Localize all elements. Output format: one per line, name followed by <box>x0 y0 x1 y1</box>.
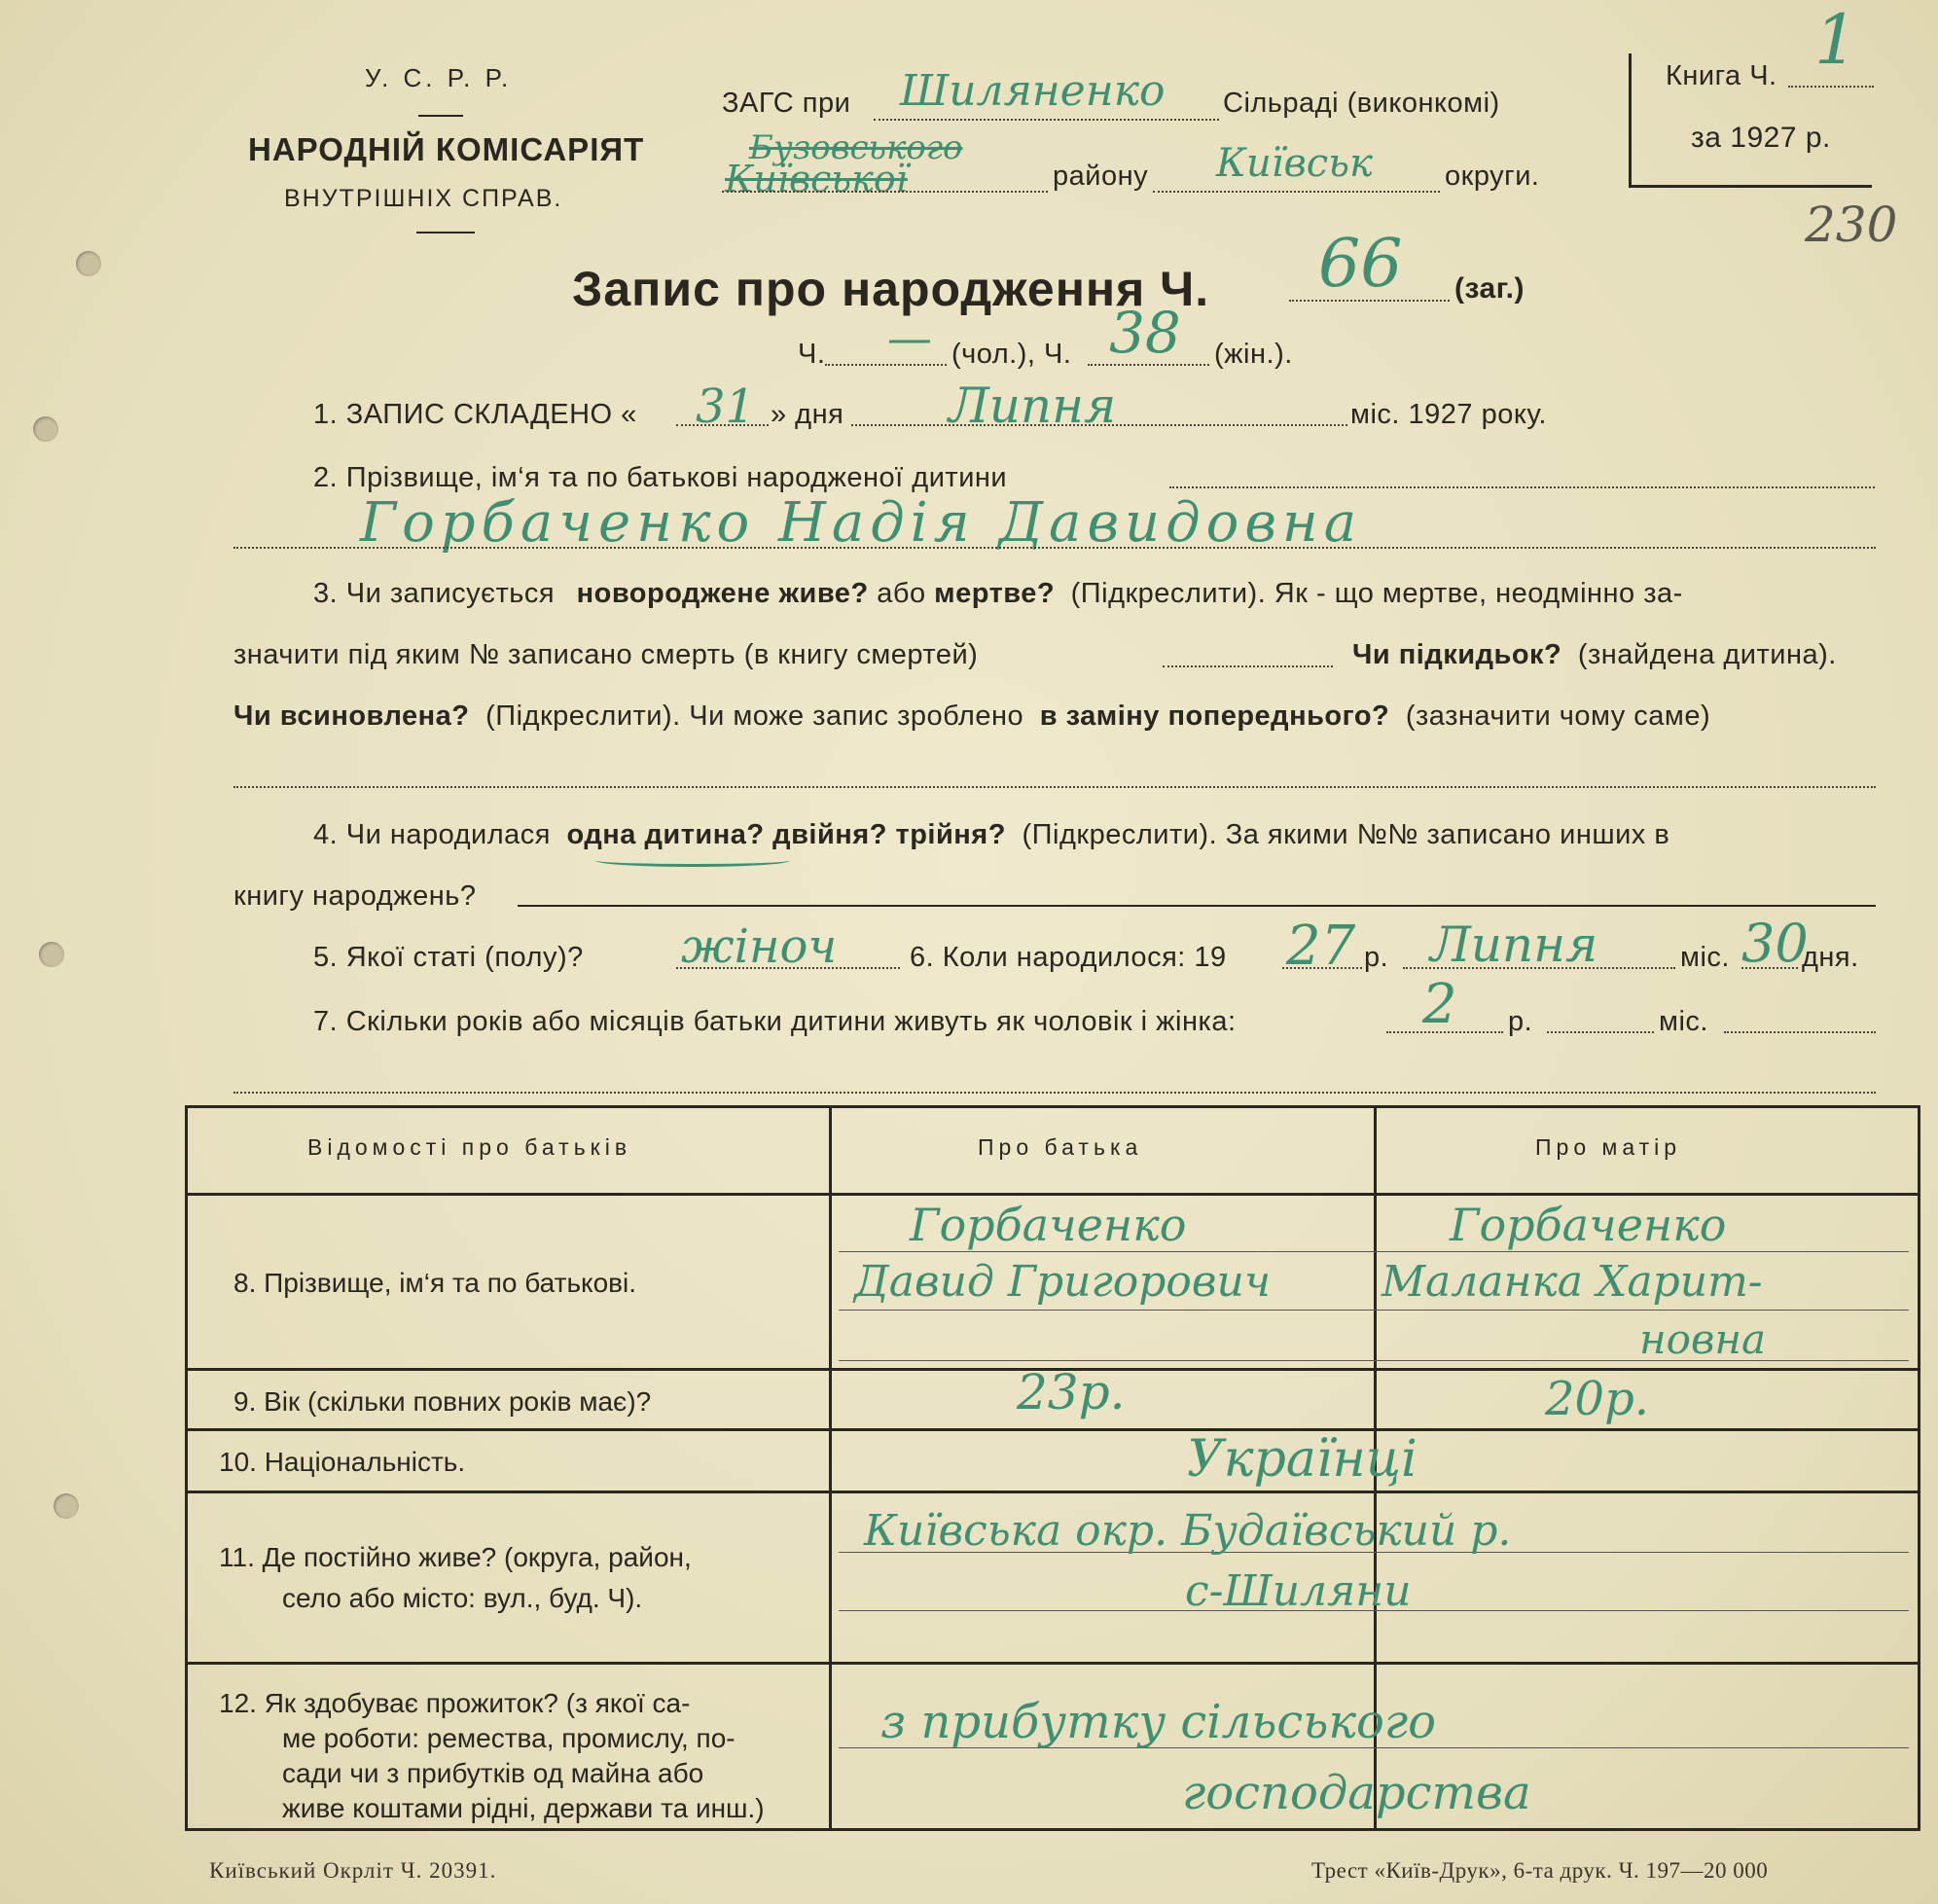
row8-father-handwritten-2: Давид Григорович <box>854 1257 1272 1307</box>
row11-handwritten-1: Київська окр. Будаївський р. <box>864 1506 1512 1556</box>
row11-label-2: село або місто: вул., буд. Ч). <box>282 1583 643 1613</box>
item4-multiplicity: одна дитина? двійня? трійня? <box>566 819 1006 850</box>
book-number-handwritten: 1 <box>1814 0 1858 80</box>
row10-label: 10. Національність. <box>219 1447 466 1477</box>
row12-label-2: ме роботи: ремества, промислу, по- <box>282 1723 736 1753</box>
male-dots <box>825 364 947 366</box>
item3-replacement: в заміну попереднього? <box>1039 701 1390 732</box>
item3-found-child: (знайдена дитина). <box>1577 639 1837 670</box>
row8-dots <box>839 1310 1909 1311</box>
item5-handwritten: жіноч <box>681 919 838 974</box>
item3-dead: мертве? <box>934 578 1056 609</box>
divider <box>416 232 475 234</box>
item7-end-dots <box>1724 1031 1876 1033</box>
sub-prefix: Ч. <box>798 339 826 370</box>
item1-label: 1. ЗАПИС СКЛАДЕНО « <box>313 399 637 430</box>
footer-right: Трест «Київ-Друк», 6-та друк. Ч. 197—20 000 <box>1311 1858 1769 1883</box>
item4-text-a: 4. Чи народилася <box>313 819 551 850</box>
item3-text-2a: значити під яким № записано смерть (в книгу смертей) <box>233 639 979 670</box>
item3-text-e: (Підкреслити). Як - що мертве, неодмінно за- <box>1070 578 1683 609</box>
district-crossed-handwritten: Бузовського <box>749 128 963 167</box>
punch-hole <box>33 416 58 442</box>
item1-month-handwritten: Липня <box>949 377 1117 434</box>
row8-father-handwritten-1: Горбаченко <box>910 1199 1187 1251</box>
item3-text-3b: (Підкреслити). Чи може запис зроблено <box>485 701 1024 732</box>
item6-label: 6. Коли народилося: 19 <box>910 942 1227 973</box>
record-title: Запис про народження Ч. <box>572 262 1210 316</box>
internal-affairs-label: ВНУТРІШНІХ СПРАВ. <box>284 185 563 212</box>
footer-left: Київський Окрліт Ч. 20391. <box>209 1858 497 1883</box>
item7-mis: міс. <box>1659 1006 1708 1037</box>
row12-label-4: живе коштами рідні, держави та инш.) <box>282 1793 765 1823</box>
table-row-divider <box>185 1662 1920 1665</box>
punch-hole <box>39 942 64 967</box>
okruha-label: округи. <box>1445 161 1540 192</box>
item2-dots-a <box>1169 486 1875 488</box>
row12-handwritten-2: господарства <box>1182 1766 1531 1820</box>
table-row-divider <box>185 1428 1920 1431</box>
row8-mother-handwritten-3: новна <box>1639 1315 1767 1363</box>
item3-foundling: Чи підкидьок? <box>1352 639 1562 670</box>
row8-dots <box>839 1251 1909 1252</box>
item3-text-3d: (зазначити чому саме) <box>1405 701 1711 732</box>
village-dots <box>874 119 1219 121</box>
item4-line <box>518 905 1876 907</box>
row9-label: 9. Вік (скільки повних років має)? <box>233 1386 652 1417</box>
item1-day-handwritten: 31 <box>696 379 756 434</box>
title-suffix: (заг.) <box>1454 272 1525 305</box>
item3-adopted: Чи всиновлена? <box>233 701 470 732</box>
item6-day-handwritten: 30 <box>1741 913 1809 974</box>
table-row-divider <box>185 1491 1920 1493</box>
district-label: району <box>1053 161 1149 192</box>
item6-month-handwritten: Липня <box>1430 916 1598 973</box>
item7-blank-dots <box>233 1092 1876 1094</box>
book-box-left <box>1629 54 1632 188</box>
zags-prefix: ЗАГС при <box>722 88 851 119</box>
punch-hole <box>54 1493 79 1519</box>
item4-line1 <box>313 819 1669 851</box>
table-header-mother: Про матір <box>1535 1134 1682 1160</box>
item3-line3 <box>233 701 1710 733</box>
punch-hole <box>76 251 101 276</box>
row12-label-1: 12. Як здобуває прожиток? (з якої са- <box>219 1688 691 1718</box>
book-dots <box>1788 86 1874 88</box>
male-count-handwritten: — <box>887 311 932 364</box>
row12-label-3: сади чи з прибутків од майна або <box>282 1758 704 1788</box>
table-col-divider-1 <box>829 1105 832 1831</box>
village-suffix: Сільраді (виконкомі) <box>1223 88 1500 119</box>
row8-label: 8. Прізвище, ім‘я та по батькові. <box>233 1268 637 1298</box>
female-count-handwritten: 38 <box>1109 300 1181 366</box>
okruha-handwritten: Київськ <box>1216 141 1373 186</box>
commissariat-label: НАРОДНІЙ КОМІСАРІЯТ <box>248 131 645 167</box>
district-dots <box>722 191 1048 193</box>
item6-year-handwritten: 27 <box>1286 915 1356 978</box>
book-label: Книга Ч. <box>1666 60 1777 91</box>
okruha-dots <box>1153 191 1440 193</box>
row8-mother-handwritten-1: Горбаченко <box>1450 1199 1727 1251</box>
table-row-divider <box>185 1193 1920 1196</box>
item6-dnia: дня. <box>1802 942 1859 973</box>
item4-underline-mark <box>595 854 790 867</box>
district-handwritten: Київської <box>725 158 908 200</box>
row11-label-1: 11. Де постійно живе? (округа, район, <box>219 1542 692 1572</box>
item6-r: р. <box>1364 942 1389 973</box>
item3-line2b <box>1352 639 1837 671</box>
item3-dots <box>233 786 1876 788</box>
item7-r: р. <box>1508 1006 1533 1037</box>
item3-or: або <box>877 578 926 609</box>
table-header-info: Відомості про батьків <box>307 1134 632 1160</box>
female-label: (жін.). <box>1214 339 1293 370</box>
item7-handwritten: 2 <box>1422 973 1457 1036</box>
item3-death-dots <box>1163 665 1333 667</box>
corner-number-handwritten: 230 <box>1805 197 1898 253</box>
row9-father-handwritten: 23р. <box>1017 1364 1126 1420</box>
item3-text-a: 3. Чи записується <box>313 578 556 609</box>
row12-handwritten-1: з прибутку сільського <box>880 1695 1437 1749</box>
item2-handwritten: Горбаченко Надія Давидовна <box>360 491 1363 555</box>
item3-line2 <box>233 639 978 671</box>
item7-label: 7. Скільки років або місяців батьки дитини живуть як чоловік і жінка: <box>313 1006 1237 1037</box>
village-handwritten: Шиляненко <box>900 66 1166 116</box>
item3-alive: новороджене живе? <box>576 578 869 609</box>
row11-handwritten-2: с-Шиляни <box>1185 1566 1412 1616</box>
book-box-bottom <box>1629 185 1872 188</box>
item1-end: міс. 1927 року. <box>1350 399 1547 430</box>
row8-mother-handwritten-2: Маланка Харит- <box>1382 1257 1763 1307</box>
item1-mid: » дня <box>771 399 844 430</box>
item7-month-dots <box>1547 1031 1654 1033</box>
ussr-label: У. С. Р. Р. <box>365 63 513 92</box>
divider <box>418 115 463 117</box>
title-number-handwritten: 66 <box>1318 226 1403 303</box>
table-header-father: Про батька <box>978 1134 1143 1160</box>
row9-mother-handwritten: 20р. <box>1545 1372 1650 1426</box>
male-label: (чол.), Ч. <box>951 339 1072 370</box>
item5-label: 5. Якої статі (полу)? <box>313 942 584 973</box>
item2-dots-b <box>233 547 1876 549</box>
item4-text-c: (Підкреслити). За якими №№ записано инших в <box>1022 819 1670 850</box>
item6-mis: міс. <box>1680 942 1730 973</box>
item3-line1 <box>313 578 1683 610</box>
book-year: за 1927 р. <box>1691 122 1831 154</box>
item4-line2: книгу народжень? <box>233 880 477 912</box>
item2-label: 2. Прізвище, ім‘я та по батькові народженої дитини <box>313 462 1008 493</box>
row10-handwritten: Українці <box>1187 1430 1418 1489</box>
